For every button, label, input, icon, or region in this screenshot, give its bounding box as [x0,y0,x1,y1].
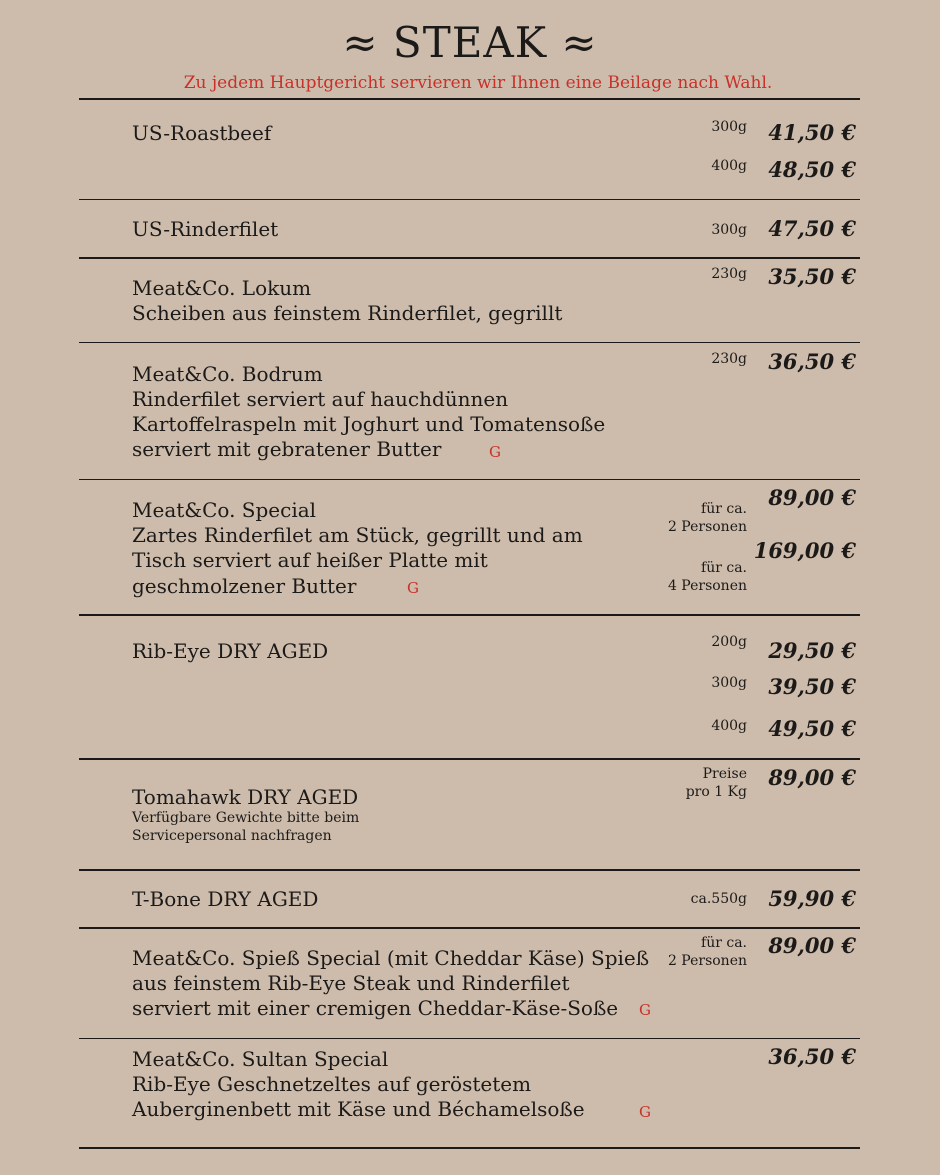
divider [79,1038,860,1039]
item-description: serviert mit einer cremigen Cheddar-Käse-Soße [132,996,619,1020]
divider [79,758,860,760]
item-price: 89,00 € [768,933,856,958]
item-note: Verfügbare Gewichte bitte beim [132,810,360,826]
item-description: Rib-Eye Geschnetzeltes auf geröstetem [132,1072,532,1096]
item-price: 36,50 € [768,349,856,374]
item-weight: 200g [711,634,747,650]
allergen-marker: G [639,1001,651,1019]
item-description: Kartoffelraspeln mit Joghurt und Tomatensoße [132,412,606,436]
menu-title: ≈ STEAK ≈ [342,18,598,67]
item-price: 35,50 € [768,264,856,289]
divider [79,342,860,343]
item-name: Meat&Co. Spieß Special (mit Cheddar Käse) Spieß [132,946,650,970]
divider [79,927,860,929]
item-serving [668,500,747,536]
serving-line: pro 1 Kg [685,784,747,800]
item-price: 41,50 € [768,120,856,145]
item-weight: 400g [711,158,747,174]
item-name: US-Rinderfilet [132,217,279,241]
item-description: serviert mit gebratener Butter [132,437,442,461]
item-price: 39,50 € [768,674,856,699]
divider [79,257,860,259]
divider [79,199,860,200]
item-weight: ca.550g [690,891,747,907]
item-weight: 400g [711,718,747,734]
item-price: 89,00 € [768,765,856,790]
serving-line: 2 Personen [667,519,747,535]
item-description: Auberginenbett mit Käse und Béchamelsoße [132,1097,585,1121]
item-description: aus feinstem Rib-Eye Steak und Rinderfilet [132,971,570,995]
item-name: Meat&Co. Lokum [132,276,312,300]
item-weight: 230g [711,351,747,367]
item-description: Rinderfilet serviert auf hauchdünnen [132,387,509,411]
item-weight: 300g [711,222,747,238]
serving-line: für ca. [701,935,747,951]
divider [79,479,860,480]
item-price: 59,90 € [768,886,856,911]
item-description: Scheiben aus feinstem Rinderfilet, gegrillt [132,301,563,325]
item-name: Rib-Eye DRY AGED [132,639,329,663]
serving-line: für ca. [701,501,747,517]
serving-line: für ca. [701,560,747,576]
item-price: 48,50 € [768,157,856,182]
item-name: T-Bone DRY AGED [132,887,319,911]
item-description: geschmolzener Butter [132,574,357,598]
item-name: Meat&Co. Sultan Special [132,1047,389,1071]
serving-line: 4 Personen [667,578,747,594]
item-name: US-Roastbeef [132,121,272,145]
serving-line: Preise [702,766,747,782]
item-price: 29,50 € [768,638,856,663]
item-name: Meat&Co. Bodrum [132,362,323,386]
item-serving [668,559,747,595]
item-price: 169,00 € [753,538,856,563]
item-price: 36,50 € [768,1044,856,1069]
divider [79,869,860,871]
divider [79,98,860,100]
allergen-marker: G [639,1103,651,1121]
item-serving [668,934,747,970]
allergen-marker: G [407,579,419,597]
serving-line: 2 Personen [667,953,747,969]
divider [79,614,860,616]
item-price: 89,00 € [768,485,856,510]
item-weight: 300g [711,675,747,691]
menu-subtitle: Zu jedem Hauptgericht servieren wir Ihnen eine Beilage nach Wahl. [183,73,773,93]
allergen-marker: G [489,443,501,461]
item-weight: 300g [711,119,747,135]
item-description: Tisch serviert auf heißer Platte mit [132,548,488,572]
item-name: Meat&Co. Special [132,498,317,522]
item-name: Tomahawk DRY AGED [132,785,359,809]
item-description: Zartes Rinderfilet am Stück, gegrillt und am [132,523,583,547]
divider [79,1147,860,1149]
item-serving [686,765,747,801]
item-note: Servicepersonal nachfragen [132,828,332,844]
item-price: 49,50 € [768,716,856,741]
item-weight: 230g [711,266,747,282]
item-price: 47,50 € [768,216,856,241]
